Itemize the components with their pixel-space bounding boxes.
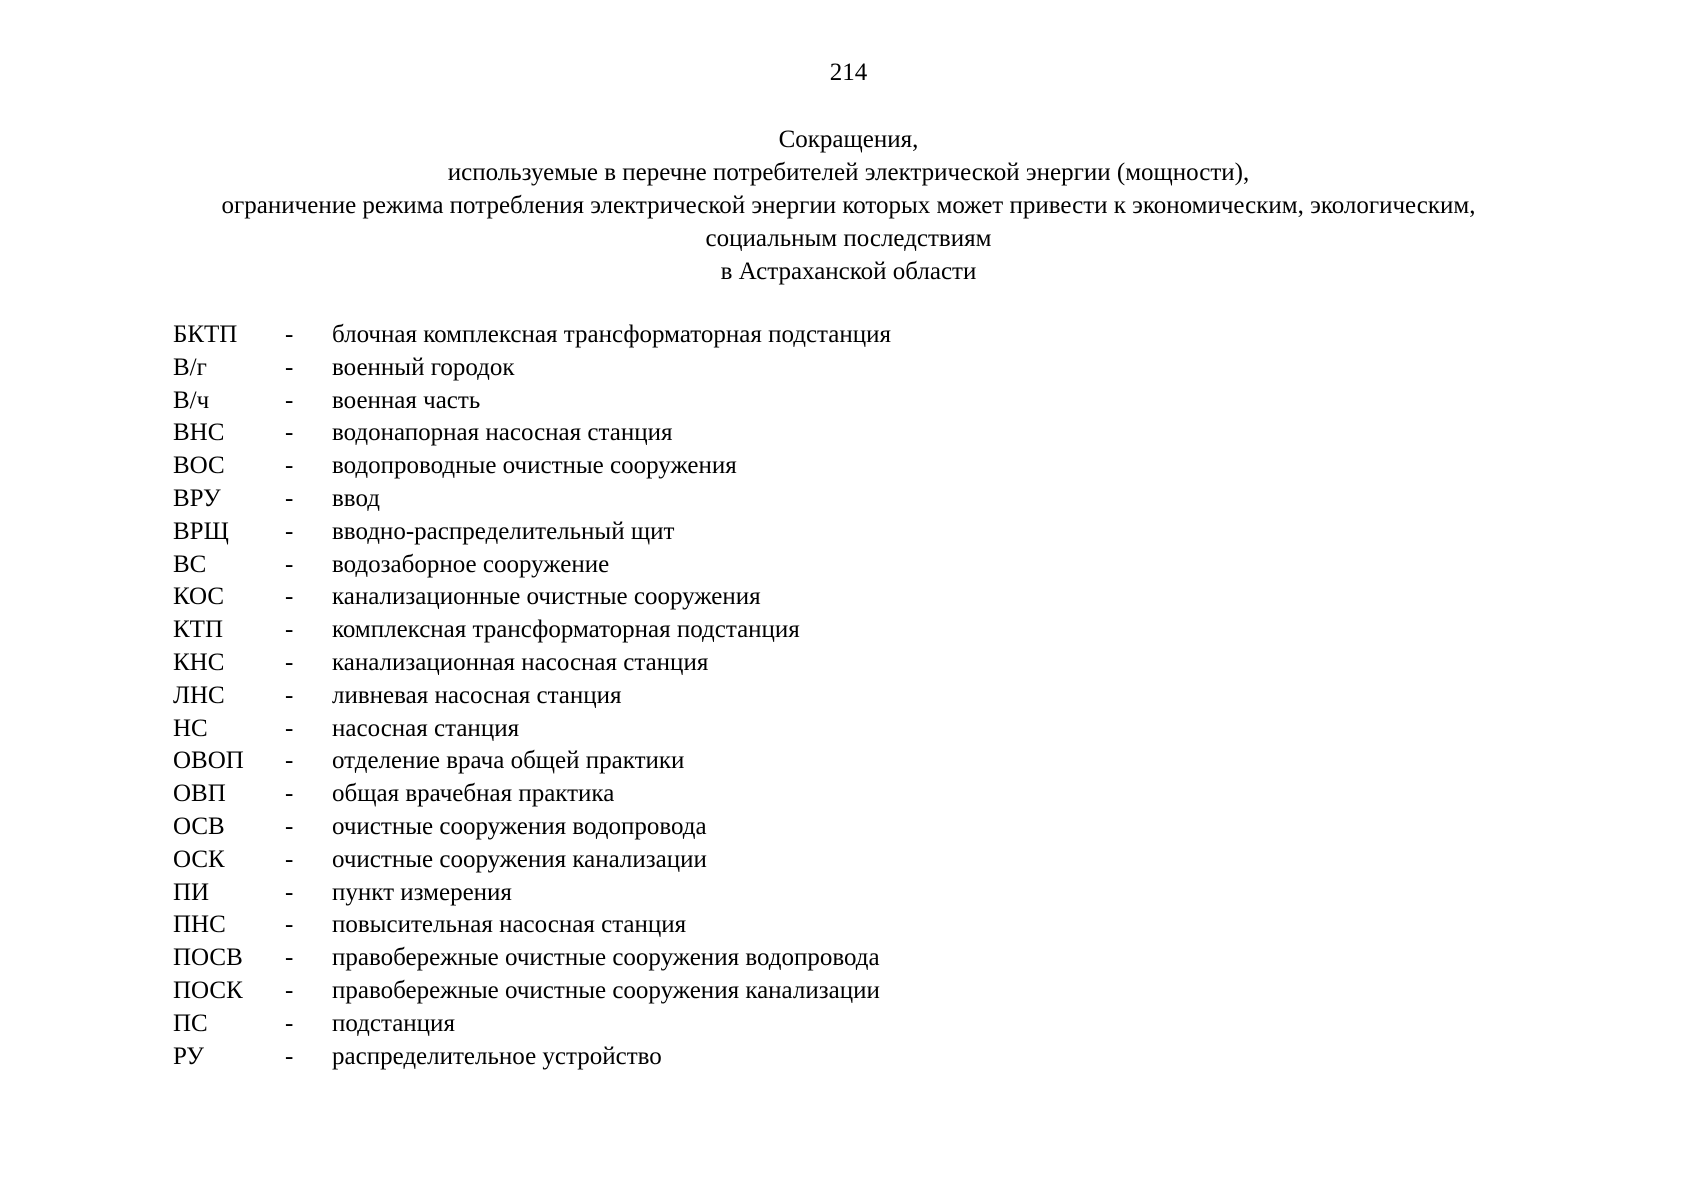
list-item xyxy=(173,1008,1273,1041)
list-item xyxy=(173,483,1273,516)
abbreviation-meaning: подстанция xyxy=(332,1009,455,1037)
dash-separator: - xyxy=(285,353,294,381)
dash-separator: - xyxy=(285,550,294,578)
list-item xyxy=(173,680,1273,713)
abbreviation-meaning: вводно-распределительный щит xyxy=(332,517,675,545)
heading-line: в Астраханской области xyxy=(720,258,977,285)
abbreviation: ВС xyxy=(173,550,207,578)
abbreviation-meaning: канализационные очистные сооружения xyxy=(332,583,761,611)
list-item xyxy=(173,745,1273,778)
dash-separator: - xyxy=(285,714,294,742)
abbreviation: ВОС xyxy=(173,452,225,480)
abbreviation: КНС xyxy=(173,648,225,676)
abbreviation-meaning: насосная станция xyxy=(332,714,520,742)
dash-separator: - xyxy=(285,878,294,906)
abbreviations-list xyxy=(173,319,1273,1073)
dash-separator: - xyxy=(285,1009,294,1037)
abbreviation-meaning: блочная комплексная трансформаторная подстанция xyxy=(332,321,892,348)
abbreviation-meaning: канализационная насосная станция xyxy=(332,648,709,676)
abbreviation: ПОСК xyxy=(173,976,243,1004)
list-item xyxy=(173,417,1273,450)
dash-separator: - xyxy=(285,681,294,709)
dash-separator: - xyxy=(285,944,294,972)
dash-separator: - xyxy=(285,747,294,775)
abbreviation-meaning: правобережные очистные сооружения водопровода xyxy=(332,944,880,972)
abbreviation-meaning: водопроводные очистные сооружения xyxy=(332,452,737,480)
abbreviation-meaning: отделение врача общей практики xyxy=(332,747,685,775)
abbreviation-meaning: повысительная насосная станция xyxy=(332,911,687,939)
abbreviation-meaning: военная часть xyxy=(332,386,481,414)
abbreviation-meaning: общая врачебная практика xyxy=(332,780,615,808)
abbreviation: ОВОП xyxy=(173,747,244,775)
abbreviation: ВРУ xyxy=(173,484,221,512)
dash-separator: - xyxy=(285,452,294,480)
list-item xyxy=(173,549,1273,582)
abbreviation: НС xyxy=(173,714,208,742)
document-heading xyxy=(150,123,1547,288)
abbreviation: БКТП xyxy=(173,321,238,348)
list-item xyxy=(173,1041,1273,1074)
heading-line: используемые в перечне потребителей электрической энергии (мощности), xyxy=(447,159,1250,186)
abbreviation: ПС xyxy=(173,1009,208,1037)
abbreviation-meaning: распределительное устройство xyxy=(332,1042,662,1070)
heading-line: Сокращения, xyxy=(778,126,919,153)
abbreviation: КТП xyxy=(173,616,223,644)
list-item xyxy=(173,319,1273,352)
abbreviation: ВРЩ xyxy=(173,517,229,545)
abbreviation-meaning: пункт измерения xyxy=(332,878,512,906)
dash-separator: - xyxy=(285,780,294,808)
dash-separator: - xyxy=(285,386,294,414)
abbreviation-meaning: водозаборное сооружение xyxy=(332,550,610,578)
abbreviation-meaning: очистные сооружения водопровода xyxy=(332,812,707,840)
list-item xyxy=(173,877,1273,910)
abbreviation-meaning: военный городок xyxy=(332,353,515,381)
list-item xyxy=(173,811,1273,844)
dash-separator: - xyxy=(285,1042,294,1070)
dash-separator: - xyxy=(285,976,294,1004)
dash-separator: - xyxy=(285,583,294,611)
list-item xyxy=(173,614,1273,647)
page-number: 214 xyxy=(829,59,868,86)
list-item xyxy=(173,581,1273,614)
list-item xyxy=(173,516,1273,549)
list-item xyxy=(173,713,1273,746)
dash-separator: - xyxy=(285,648,294,676)
abbreviation: РУ xyxy=(173,1042,204,1070)
list-item xyxy=(173,352,1273,385)
abbreviation: ОВП xyxy=(173,780,226,808)
dash-separator: - xyxy=(285,419,294,447)
abbreviation-meaning: ливневая насосная станция xyxy=(332,681,622,709)
abbreviation-meaning: очистные сооружения канализации xyxy=(332,845,707,873)
abbreviation: КОС xyxy=(173,583,225,611)
list-item xyxy=(173,909,1273,942)
abbreviation: ПНС xyxy=(173,911,226,939)
abbreviation: ОСК xyxy=(173,845,225,873)
list-item xyxy=(173,450,1273,483)
dash-separator: - xyxy=(285,911,294,939)
abbreviation: ЛНС xyxy=(173,681,225,709)
abbreviation: ПИ xyxy=(173,878,210,906)
dash-separator: - xyxy=(285,484,294,512)
abbreviation: В/ч xyxy=(173,386,210,414)
abbreviation-meaning: водонапорная насосная станция xyxy=(332,419,673,447)
abbreviation-meaning: комплексная трансформаторная подстанция xyxy=(332,616,800,644)
list-item xyxy=(173,647,1273,680)
list-item xyxy=(173,778,1273,811)
heading-line: ограничение режима потребления электрической энергии которых может привести к экономическим, экологическим, xyxy=(221,192,1476,219)
dash-separator: - xyxy=(285,616,294,644)
list-item xyxy=(173,942,1273,975)
abbreviation: ОСВ xyxy=(173,812,225,840)
abbreviation: ВНС xyxy=(173,419,225,447)
list-item xyxy=(173,844,1273,877)
dash-separator: - xyxy=(285,321,294,348)
abbreviation: ПОСВ xyxy=(173,944,243,972)
abbreviation-meaning: правобережные очистные сооружения канализации xyxy=(332,976,880,1004)
abbreviation-meaning: ввод xyxy=(332,484,380,512)
list-item xyxy=(173,975,1273,1008)
heading-line: социальным последствиям xyxy=(705,225,992,252)
list-item xyxy=(173,385,1273,418)
abbreviation: В/г xyxy=(173,353,207,381)
dash-separator: - xyxy=(285,812,294,840)
dash-separator: - xyxy=(285,845,294,873)
dash-separator: - xyxy=(285,517,294,545)
